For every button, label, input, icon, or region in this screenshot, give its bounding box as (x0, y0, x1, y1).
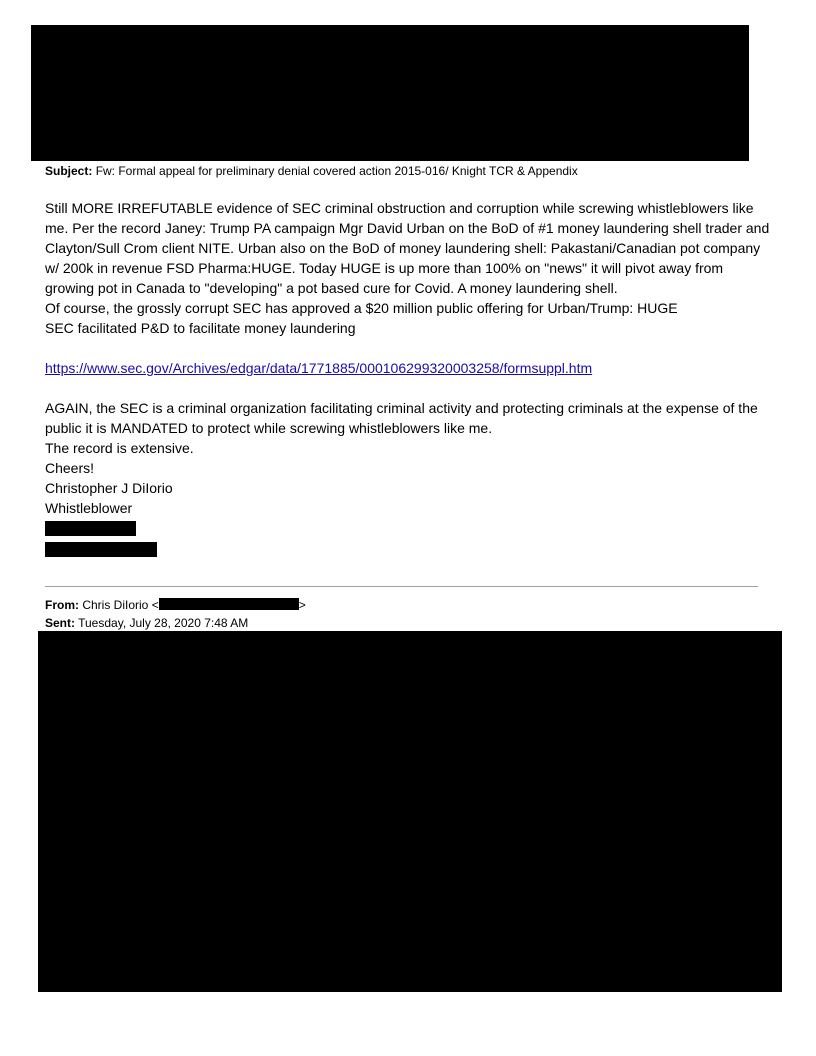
sec-filing-link[interactable]: https://www.sec.gov/Archives/edgar/data/1771885/000106299320003258/formsuppl.htm (45, 360, 593, 376)
forwarded-sent-line (45, 615, 248, 631)
subject-label: Subject: (45, 164, 93, 178)
closing-greeting: Cheers! (45, 460, 95, 476)
subject-text: Fw: Formal appeal for preliminary denial covered action 2015-016/ Knight TCR & Appendix (95, 164, 578, 178)
body-line: SEC facilitated P&D to facilitate money laundering (45, 320, 356, 336)
forwarded-from-line (45, 597, 306, 613)
redaction-signature-line-1 (45, 521, 136, 536)
redaction-block-top (31, 25, 749, 161)
sent-label: Sent: (45, 616, 75, 630)
from-close: > (298, 598, 306, 612)
from-name: Chris DiIorio < (82, 598, 159, 612)
closing-paragraph: AGAIN, the SEC is a criminal organization facilitating criminal activity and protecting criminals at the expense of the public it is MANDATED to protect while screwing whistleblowers like me. (45, 400, 758, 436)
message-separator (45, 586, 758, 587)
sent-value: Tuesday, July 28, 2020 7:48 AM (78, 616, 249, 630)
subject-line (45, 163, 578, 179)
message-body (45, 198, 775, 518)
signature-title: Whistleblower (45, 500, 133, 516)
body-paragraph: Still MORE IRREFUTABLE evidence of SEC criminal obstruction and corruption while screwing whistleblowers like me. Per the record Janey: Trump PA campaign Mgr David Urban on the BoD of #1 money laundering shell trader and Clayton/Sull Crom client NITE. Urban also on the BoD of money laundering shell: Pakastani/Canadian pot company w/ 200k in revenue FSD Pharma:HUGE. Today HUGE is up more than 100% on "news" it will pivot away from growing pot in Canada to "developing" a pot based cure for Covid. A money laundering shell. (45, 200, 770, 296)
redaction-signature-line-2 (45, 542, 157, 557)
redaction-block-bottom (38, 631, 782, 992)
redaction-email-address (159, 598, 299, 610)
body-line: Of course, the grossly corrupt SEC has approved a $20 million public offering for Urban/Trump: HUGE (45, 300, 678, 316)
from-label: From: (45, 598, 79, 612)
closing-line: The record is extensive. (45, 440, 194, 456)
signature-name: Christopher J DiIorio (45, 480, 173, 496)
